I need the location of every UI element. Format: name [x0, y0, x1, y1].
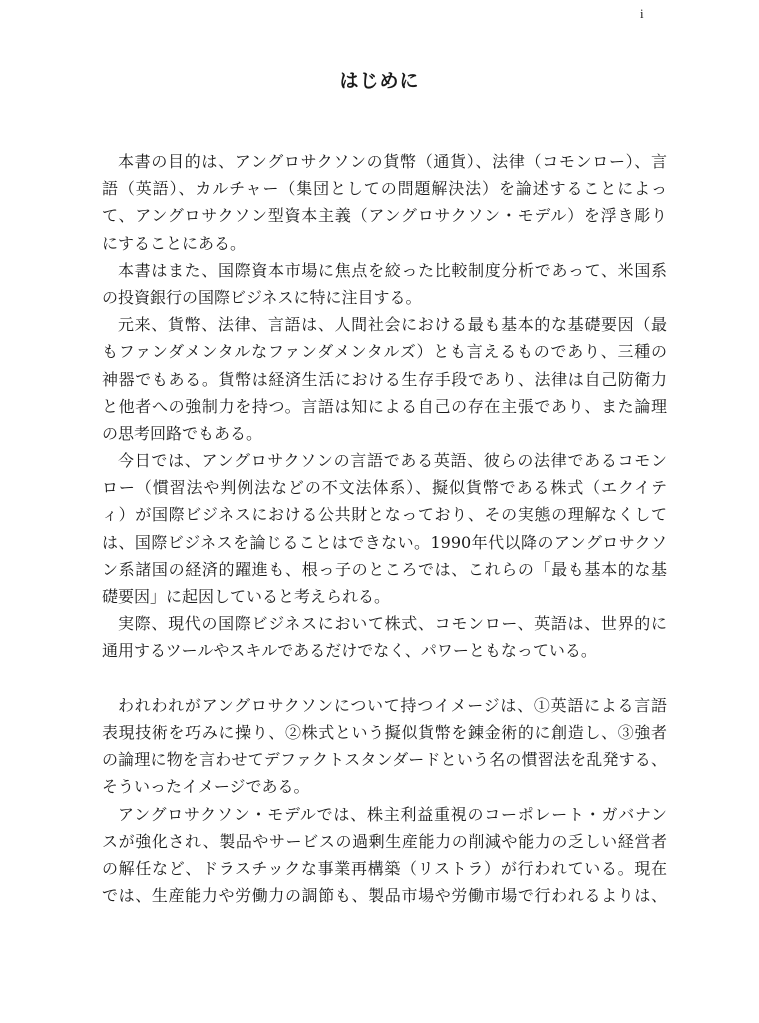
- text-line: スが強化され、製品やサービスの過剰生産能力の削減や能力の乏しい経営者: [102, 831, 667, 851]
- text-line: 語（英語）、カルチャー（集団としての問題解決法）を論述することによっ: [102, 179, 667, 199]
- text-line: われわれがアングロサクソンについて持つイメージは、①英語による言語: [118, 695, 667, 715]
- text-line: 本書はまた、国際資本市場に焦点を絞った比較制度分析であって、米国系: [118, 260, 667, 280]
- text-line: 元来、貨幣、法律、言語は、人間社会における最も基本的な基礎要因（最: [118, 315, 667, 335]
- text-line: の思考回路でもある。: [102, 423, 263, 443]
- text-line: の投資銀行の国際ビジネスに特に注目する。: [102, 287, 422, 307]
- page-number: i: [640, 6, 644, 21]
- text-line: て、アングロサクソン型資本主義（アングロサクソン・モデル）を浮き彫り: [102, 206, 667, 226]
- text-line: にすることにある。: [102, 233, 247, 253]
- text-line: では、生産能力や労働力の調節も、製品市場や労働市場で行われるよりは、: [102, 886, 667, 906]
- text-line: ン系諸国の経済的躍進も、根っ子のところでは、これらの「最も基本的な基: [102, 559, 667, 579]
- text-line: の解任など、ドラスチックな事業再構築（リストラ）が行われている。現在: [102, 858, 667, 878]
- text-line: そういったイメージである。: [102, 777, 310, 797]
- text-line: 通用するツールやスキルであるだけでなく、パワーともなっている。: [102, 641, 597, 661]
- text-line: 実際、現代の国際ビジネスにおいて株式、コモンロー、英語は、世界的に: [118, 614, 667, 634]
- text-line: 今日では、アングロサクソンの言語である英語、彼らの法律であるコモン: [118, 451, 667, 471]
- text-line: ロー（慣習法や判例法などの不文法体系）、擬似貨幣である株式（エクイテ: [102, 478, 667, 498]
- text-line: もファンダメンタルなファンダメンタルズ）とも言えるものであり、三種の: [102, 342, 667, 362]
- text-line: 表現技術を巧みに操り、②株式という擬似貨幣を錬金術的に創造し、③強者: [102, 722, 667, 742]
- body-text: [102, 148, 667, 909]
- text-line: アングロサクソン・モデルでは、株主利益重視のコーポレート・ガバナン: [118, 804, 667, 824]
- text-line: と他者への強制力を持つ。言語は知による自己の存在主張であり、また論理: [102, 396, 667, 416]
- chapter-title: はじめに: [339, 70, 420, 92]
- text-line: は、国際ビジネスを論じることはできない。1990年代以降のアングロサクソ: [102, 532, 667, 552]
- text-line: 本書の目的は、アングロサクソンの貨幣（通貨）、法律（コモンロー）、言: [118, 152, 667, 171]
- text-line: の論理に物を言わせてデファクトスタンダードという名の慣習法を乱発する、: [102, 750, 667, 770]
- text-line: 神器でもある。貨幣は経済生活における生存手段であり、法律は自己防衛力: [102, 369, 667, 389]
- text-line: 礎要因」に起因していると考えられる。: [102, 587, 391, 606]
- text-line: ィ）が国際ビジネスにおける公共財となっており、その実態の理解なくして: [102, 505, 667, 525]
- section-gap: [102, 665, 667, 692]
